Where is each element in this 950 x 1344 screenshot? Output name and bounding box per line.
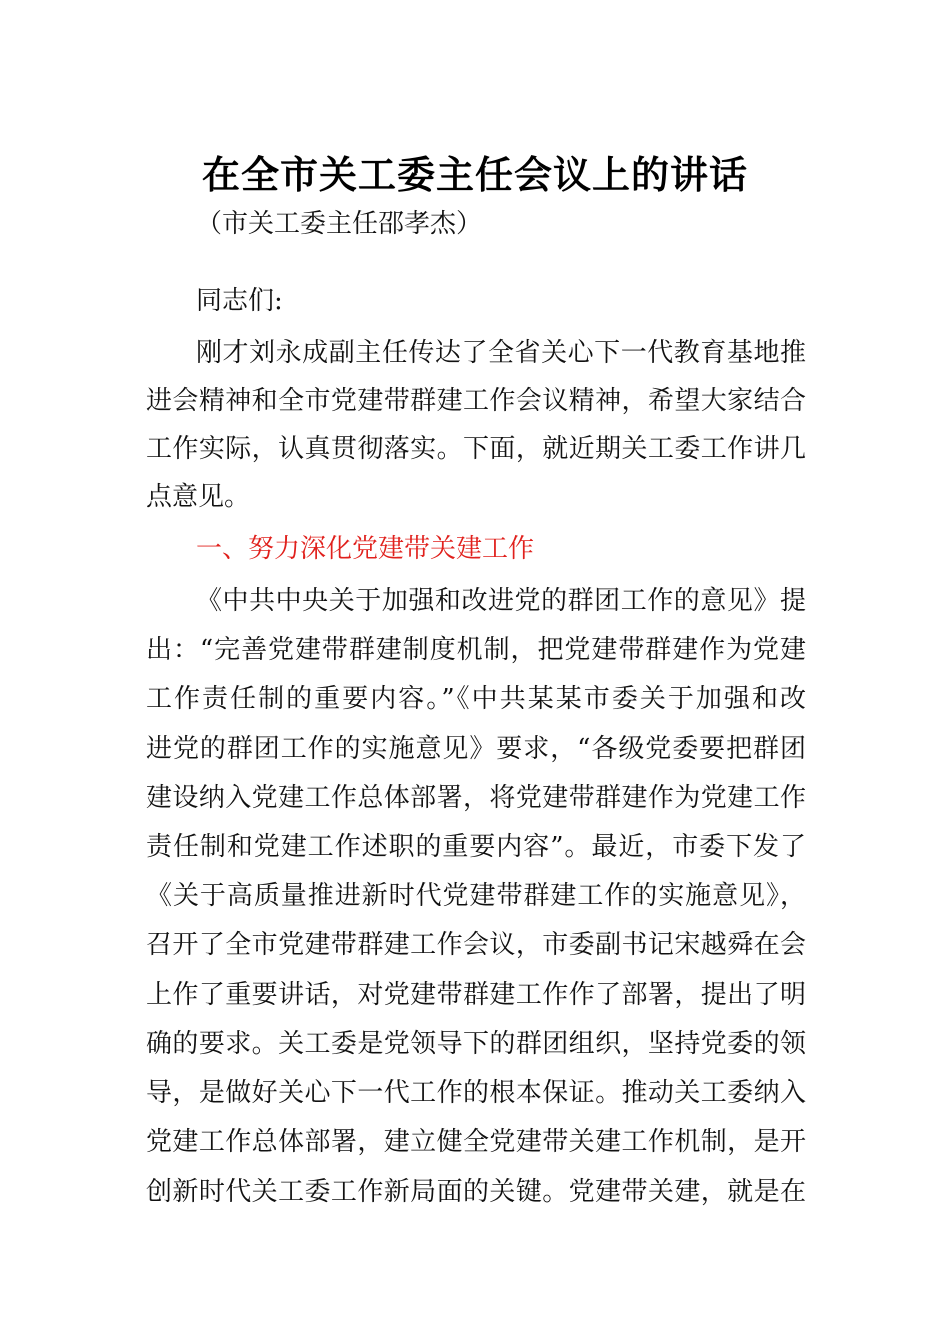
speaker-line: （市关工委主任邵孝杰） <box>196 209 483 239</box>
intro-line: 点意见。 <box>146 482 251 512</box>
document-title: 在全市关工委主任会议上的讲话 <box>201 152 748 197</box>
intro-line: 工作实际，认真贯彻落实。下面，就近期关工委工作讲几 <box>146 434 806 464</box>
body-line: 工作责任制的重要内容。”《中共某某市委关于加强和改 <box>146 684 806 714</box>
body-line: 《中共中央关于加强和改进党的群团工作的意见》提 <box>196 586 806 616</box>
body-line: 党建工作总体部署，建立健全党建带关建工作机制，是开 <box>146 1127 806 1157</box>
body-line: 进党的群团工作的实施意见》要求，“各级党委要把群团 <box>146 734 806 764</box>
body-line: 建设纳入党建工作总体部署，将党建带群建作为党建工作 <box>146 783 806 813</box>
intro-line: 进会精神和全市党建带群建工作会议精神，希望大家结合 <box>146 386 806 416</box>
body-line: 上作了重要讲话，对党建带群建工作作了部署，提出了明 <box>146 980 806 1010</box>
body-line: 导，是做好关心下一代工作的根本保证。推动关工委纳入 <box>146 1078 806 1108</box>
body-line: 确的要求。关工委是党领导下的群团组织，坚持党委的领 <box>146 1029 806 1059</box>
body-line: 责任制和党建工作述职的重要内容”。最近，市委下发了 <box>146 832 806 862</box>
section-heading: 一、努力深化党建带关建工作 <box>196 534 535 564</box>
body-line: 创新时代关工委工作新局面的关键。党建带关建，就是在 <box>146 1177 806 1207</box>
intro-line: 刚才刘永成副主任传达了全省关心下一代教育基地推 <box>196 338 806 368</box>
body-line: 《关于高质量推进新时代党建带群建工作的实施意见》， <box>146 881 806 911</box>
body-line: 召开了全市党建带群建工作会议，市委副书记宋越舜在会 <box>146 930 806 960</box>
salutation: 同志们: <box>196 286 283 316</box>
body-line: 出：“完善党建带群建制度机制，把党建带群建作为党建 <box>146 635 806 665</box>
